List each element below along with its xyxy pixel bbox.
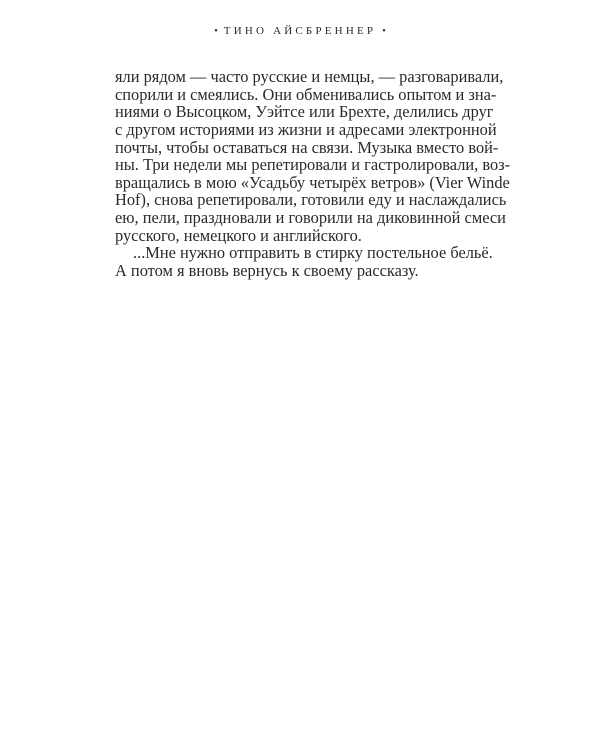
- text-line: вращались в мою «Усадьбу четырёх ветров» (Vier Winde: [115, 172, 510, 192]
- running-head: [0, 24, 600, 39]
- bullet-ornament-right: •: [382, 26, 386, 37]
- text-line: А потом я вновь вернусь к своему рассказу.: [115, 261, 419, 281]
- text-line: с другом историями из жизни и адресами электронной: [115, 119, 497, 139]
- text-line: Hof), снова репетировали, готовили еду и наслаждались: [115, 190, 507, 210]
- text-line: русского, немецкого и английского.: [115, 225, 362, 245]
- text-line: ею, пели, праздновали и говорили на диковинной смеси: [115, 208, 506, 228]
- author-name: ТИНО АЙСБРЕННЕР: [223, 25, 377, 37]
- text-line: ниями о Высоцком, Уэйтсе или Брехте, делились друг: [115, 102, 494, 122]
- text-line: ны. Три недели мы репетировали и гастролировали, воз-: [115, 155, 511, 175]
- text-line: почты, чтобы оставаться на связи. Музыка вместо вой-: [115, 137, 499, 157]
- text-line: яли рядом — часто русские и немцы, — разговаривали,: [115, 67, 504, 86]
- paragraph-1: [115, 67, 511, 245]
- body-text: [115, 67, 511, 281]
- text-line: ...Мне нужно отправить в стирку постельное бельё.: [133, 243, 493, 263]
- paragraph-2: [115, 243, 493, 281]
- bullet-ornament-left: •: [214, 26, 218, 37]
- text-line: спорили и смеялись. Они обменивались опытом и зна-: [115, 84, 497, 104]
